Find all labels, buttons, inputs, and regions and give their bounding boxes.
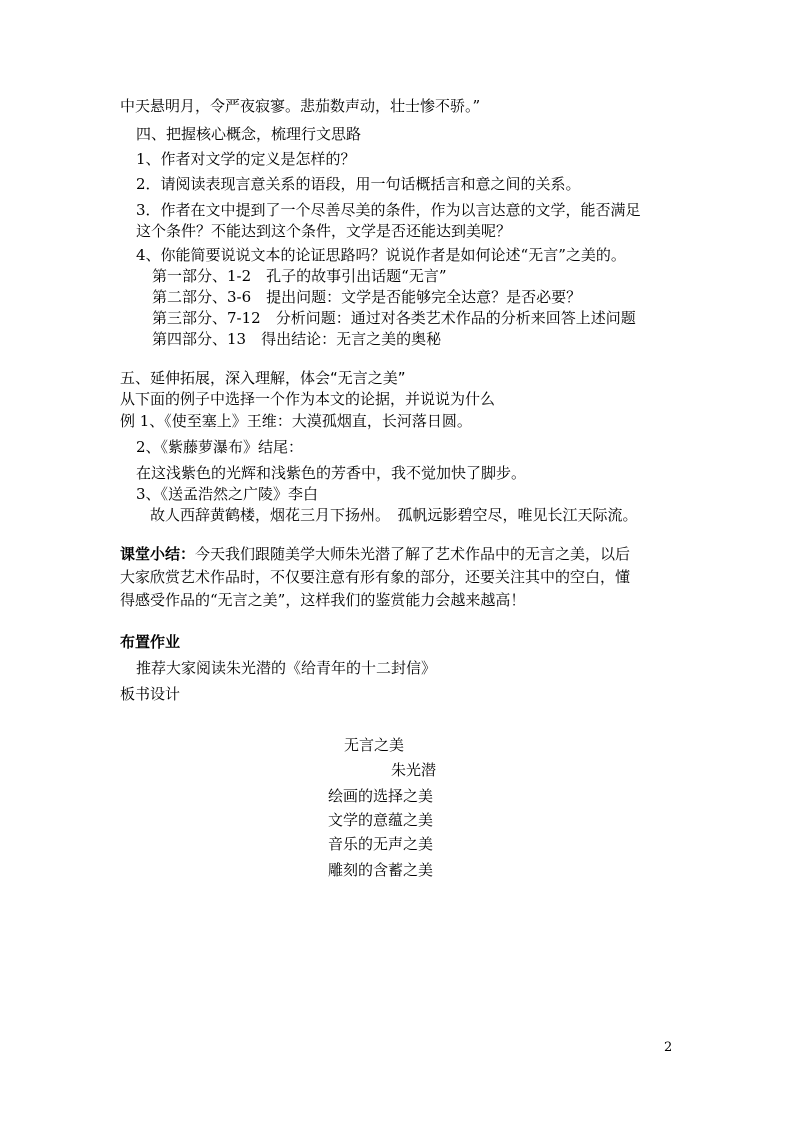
- question-3-line-2: 这个条件？不能达到这个条件，文学是否还能达到美呢？: [136, 222, 512, 240]
- board-item-3: 音乐的无声之美: [328, 835, 434, 853]
- question-4: 4、你能简要说说文本的论证思路吗？说说作者是如何论述“无言”之美的。: [136, 246, 626, 264]
- summary-text: 今天我们跟随美学大师朱光潜了解了艺术作品中的无言之美，以后: [195, 545, 631, 563]
- example-3-title: 3、《送孟浩然之广陵》李白: [136, 485, 319, 503]
- board-author: 朱光潜: [391, 761, 437, 779]
- example-2-title: 2、《紫藤萝瀑布》结尾：: [136, 438, 304, 456]
- part-four: 第四部分、13 得出结论：无言之美的奥秘: [152, 330, 442, 348]
- question-2: 2．请阅读表现言意关系的语段，用一句话概括言和意之间的关系。: [136, 175, 581, 193]
- section-five-instruction: 从下面的例子中选择一个作为本文的论据，并说说为什么: [120, 390, 496, 408]
- poem-line-ending: 中天悬明月，令严夜寂寥。悲茄数声动，壮士惨不骄。”: [120, 97, 481, 115]
- board-item-2: 文学的意蕴之美: [328, 811, 434, 829]
- page-number: 2: [664, 1040, 673, 1055]
- part-three: 第三部分、7-12 分析问题：通过对各类艺术作品的分析来回答上述问题: [152, 309, 636, 327]
- section-four-heading: 四、把握核心概念，梳理行文思路: [136, 125, 362, 143]
- board-design-heading: 板书设计: [120, 685, 181, 703]
- part-two: 第二部分、3-6 提出问题：文学是否能够完全达意？是否必要？: [152, 288, 582, 306]
- question-3-line-1: 3．作者在文中提到了一个尽善尽美的条件，作为以言达意的文学，能否满足: [136, 201, 641, 219]
- summary-line-1: [120, 544, 630, 564]
- example-1: 例 1、《使至塞上》王维：大漠孤烟直，长河落日圆。: [120, 412, 472, 430]
- example-2-text: 在这浅紫色的光辉和浅紫色的芳香中，我不觉加快了脚步。: [136, 464, 527, 482]
- section-five-heading: 五、延伸拓展，深入理解，体会“无言之美”: [120, 369, 406, 387]
- board-title: 无言之美: [344, 736, 405, 754]
- question-1: 1、作者对文学的定义是怎样的？: [136, 150, 356, 168]
- summary-line-3: 得感受作品的“无言之美”，这样我们的鉴赏能力会越来越高！: [120, 591, 526, 609]
- example-3-text: 故人西辞黄鹤楼，烟花三月下扬州。 孤帆远影碧空尽，唯见长江天际流。: [150, 506, 638, 524]
- board-item-1: 绘画的选择之美: [328, 787, 434, 805]
- summary-line-2: 大家欣赏艺术作品时，不仅要注意有形有象的部分，还要关注其中的空白，懂: [120, 568, 631, 586]
- board-item-4: 雕刻的含蓄之美: [328, 861, 434, 879]
- homework-text: 推荐大家阅读朱光潜的《给青年的十二封信》: [136, 659, 437, 677]
- part-one: 第一部分、1-2 孔子的故事引出话题“无言”: [152, 267, 447, 285]
- homework-heading: 布置作业: [120, 633, 181, 651]
- summary-heading: 课堂小结：: [120, 545, 196, 563]
